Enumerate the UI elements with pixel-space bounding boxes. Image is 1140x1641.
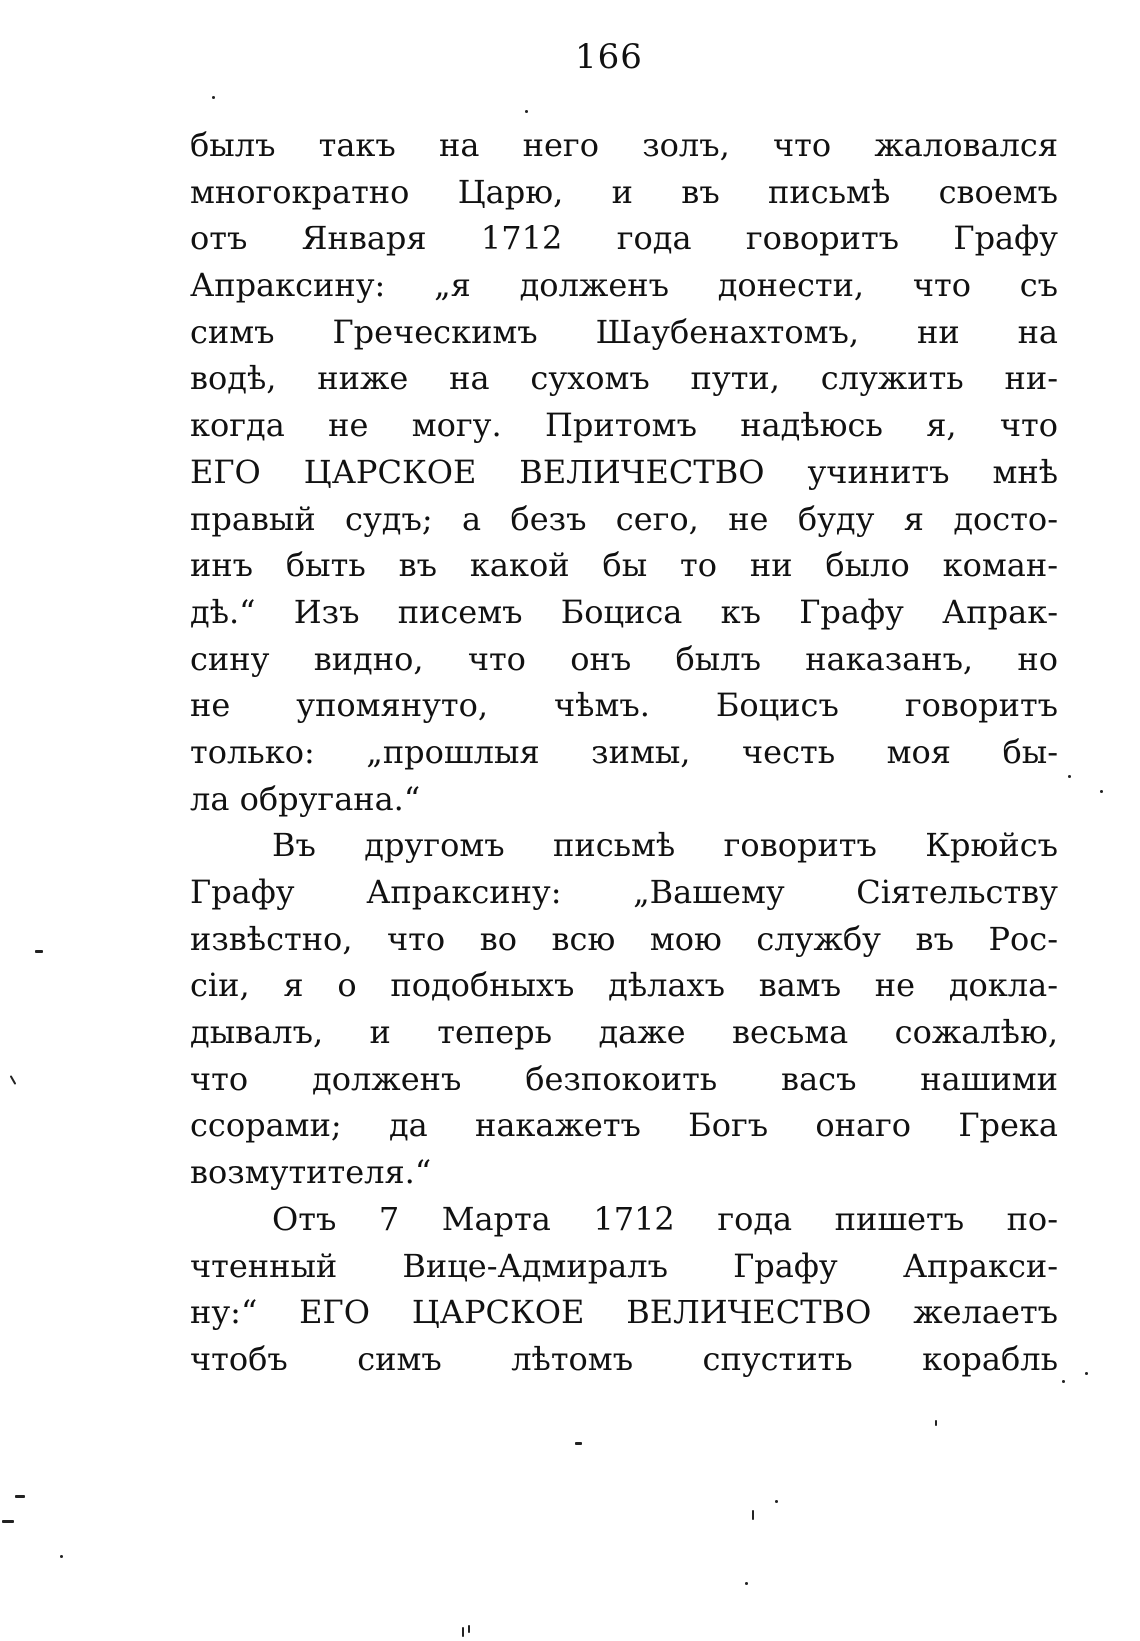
- text-line: ЕГО ЦАРСКОЕ ВЕЛИЧЕСТВО учинитъ мнѣ: [190, 452, 1058, 491]
- text-line: сіи, я о подобныхъ дѣлахъ вамъ не докла-: [190, 966, 1058, 1005]
- text-line: чтенный Вице-Адмиралъ Графу Апракси-: [190, 1246, 1058, 1285]
- text-line: не упомянуто, чѣмъ. Боцисъ говоритъ: [190, 686, 1058, 725]
- text-line: дѣ.“ Изъ писемъ Боциса къ Графу Апрак-: [190, 592, 1058, 631]
- text-line: Въ другомъ письмѣ говоритъ Крюйсъ: [272, 826, 1058, 865]
- text-line: Отъ 7 Марта 1712 года пишетъ по-: [272, 1199, 1058, 1238]
- scan-speck: [10, 1075, 17, 1085]
- text-line: многократно Царю, и въ письмѣ своемъ: [190, 172, 1058, 211]
- text-line: ла обругана.“: [190, 779, 421, 818]
- text-line: дывалъ, и теперь даже весьма сожалѣю,: [190, 1013, 1058, 1052]
- scan-speck: [752, 1510, 754, 1520]
- text-line: только: „прошлыя зимы, честь моя бы-: [190, 732, 1058, 771]
- text-line: былъ такъ на него золъ, что жаловался: [190, 126, 1058, 164]
- text-line: возмутителя.“: [190, 1153, 432, 1192]
- scan-speck: [1068, 775, 1071, 778]
- scan-speck: [2, 1520, 14, 1523]
- scan-speck: [462, 1627, 464, 1637]
- text-line: правый судъ; а безъ сего, не буду я досто-: [190, 499, 1058, 538]
- scan-speck: [775, 1500, 778, 1503]
- page-number: 166: [575, 37, 643, 77]
- text-line: извѣстно, что во всю мою службу въ Рос-: [190, 919, 1058, 958]
- text-line: Апраксину: „я долженъ донести, что съ: [190, 266, 1058, 305]
- text-line: инъ быть въ какой бы то ни было коман-: [190, 546, 1058, 585]
- text-line: когда не могу. Притомъ надѣюсь я, что: [190, 406, 1058, 445]
- text-line: что долженъ безпокоить васъ нашими: [190, 1059, 1058, 1098]
- text-line: отъ Января 1712 года говоритъ Графу: [190, 219, 1058, 258]
- scan-speck: [212, 96, 215, 99]
- scan-speck: [60, 1555, 63, 1558]
- text-line: Графу Апраксину: „Вашему Сіятельству: [190, 873, 1058, 911]
- scan-speck: [468, 1625, 470, 1633]
- text-line: симъ Греческимъ Шаубенахтомъ, ни на: [190, 312, 1058, 351]
- scan-speck: [1100, 790, 1103, 793]
- text-line: ну:“ ЕГО ЦАРСКОЕ ВЕЛИЧЕСТВО желаетъ: [190, 1293, 1058, 1332]
- scan-speck: [15, 1495, 25, 1498]
- text-line: сину видно, что онъ былъ наказанъ, но: [190, 639, 1058, 678]
- scan-speck: [35, 950, 43, 953]
- text-line: ссорами; да накажетъ Богъ онаго Грека: [190, 1106, 1058, 1145]
- scan-speck: [935, 1420, 937, 1426]
- scan-speck: [1062, 1380, 1065, 1383]
- body-text: [190, 122, 1058, 1383]
- text-line: чтобъ симъ лѣтомъ спустить корабль: [190, 1339, 1058, 1378]
- text-line: водѣ, ниже на сухомъ пути, служить ни-: [190, 359, 1058, 398]
- scan-speck: [575, 1442, 582, 1445]
- scan-speck: [525, 110, 528, 113]
- scan-speck: [745, 1582, 748, 1585]
- scan-speck: [1085, 1372, 1088, 1375]
